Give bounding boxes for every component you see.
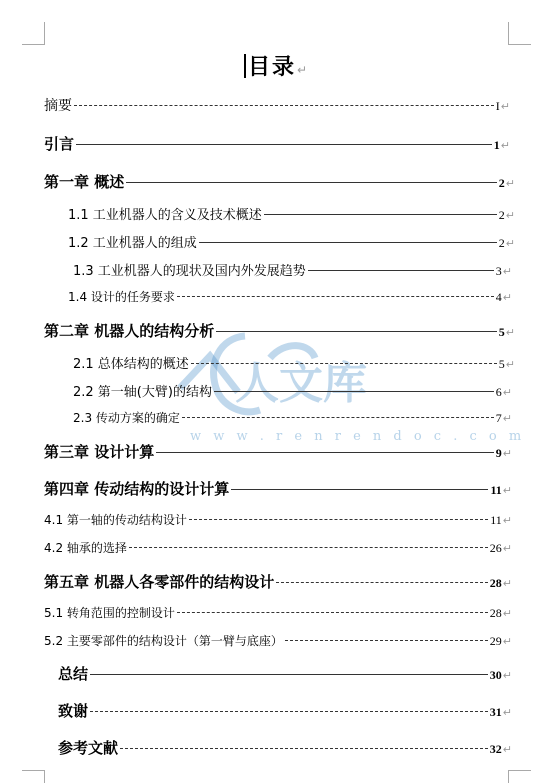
toc-leader-line <box>74 105 494 106</box>
toc-entry-title: 1.3 工业机器人的现状及国内外发展趋势 <box>73 264 306 279</box>
toc-leader-line <box>214 391 494 392</box>
toc-leader-line <box>76 144 492 145</box>
toc-entry-page: 6 <box>495 385 502 399</box>
toc-entry[interactable] <box>44 571 512 592</box>
paragraph-mark-icon: ↵ <box>502 635 512 648</box>
paragraph-mark-icon: ↵ <box>500 139 510 152</box>
paragraph-mark-icon: ↵ <box>502 291 512 304</box>
toc-entry-page: 11 <box>490 483 502 497</box>
toc-entry-title: 第五章 机器人各零部件的结构设计 <box>44 573 275 591</box>
toc-entry[interactable] <box>44 441 512 462</box>
toc-leader-line <box>90 711 488 712</box>
paragraph-mark-icon: ↵ <box>505 358 515 371</box>
crop-mark-bottom-left <box>22 770 45 783</box>
toc-entry[interactable] <box>44 320 515 341</box>
toc-entry[interactable] <box>44 133 510 154</box>
toc-leader-line <box>120 748 488 749</box>
toc-entry[interactable] <box>44 478 512 499</box>
toc-entry-title: 2.1 总体结构的概述 <box>73 357 189 372</box>
toc-entry-page: 28 <box>489 576 502 590</box>
toc-entry[interactable] <box>73 260 512 279</box>
paragraph-mark-icon: ↵ <box>502 386 512 399</box>
toc-entry-title: 参考文献 <box>58 739 119 757</box>
toc-leader-line <box>264 214 497 215</box>
toc-entry-title: 第四章 传动结构的设计计算 <box>44 480 230 498</box>
paragraph-mark-icon: ↵ <box>500 100 510 113</box>
toc-leader-line <box>216 331 497 332</box>
toc-leader-line <box>129 547 488 548</box>
toc-leader-line <box>182 417 494 418</box>
paragraph-mark-icon: ↵ <box>502 607 512 620</box>
toc-entry[interactable] <box>58 737 512 758</box>
toc-leader-line <box>285 640 488 641</box>
toc-entry-page: 2 <box>498 236 505 250</box>
toc-entry-page: 30 <box>489 668 502 682</box>
toc-entry[interactable] <box>68 204 515 223</box>
toc-entry-page: 5 <box>498 325 505 339</box>
toc-entry-title: 致谢 <box>58 702 89 720</box>
toc-entry-page: 11 <box>490 513 502 527</box>
toc-leader-line <box>308 270 494 271</box>
toc-entry[interactable] <box>73 353 515 372</box>
watermark-url-text: w w w . r e n r e n d o c . c o m <box>190 429 526 444</box>
toc-leader-line <box>90 674 488 675</box>
toc-leader-line <box>177 612 488 613</box>
toc-leader-line <box>276 582 488 583</box>
toc-entry-page: I <box>495 99 500 113</box>
toc-entry-page: 1 <box>493 138 500 152</box>
paragraph-mark-icon: ↵ <box>502 484 512 497</box>
toc-leader-line <box>126 182 497 183</box>
paragraph-mark-icon: ↵ <box>502 706 512 719</box>
toc-entry[interactable] <box>44 539 512 556</box>
toc-entry[interactable] <box>73 409 512 426</box>
toc-leader-line <box>199 242 497 243</box>
toc-entry[interactable] <box>73 381 512 400</box>
crop-mark-top-left <box>22 22 45 45</box>
toc-entry-page: 2 <box>498 208 505 222</box>
toc-leader-line <box>231 489 488 490</box>
paragraph-mark-icon: ↵ <box>502 412 512 425</box>
toc-entry[interactable] <box>58 700 512 721</box>
toc-entry-page: 29 <box>489 634 502 648</box>
toc-entry-title: 1.4 设计的任务要求 <box>68 290 175 304</box>
toc-entry-title: 第三章 设计计算 <box>44 443 155 461</box>
toc-entry-page: 26 <box>489 541 502 555</box>
crop-mark-bottom-right <box>508 770 531 783</box>
paragraph-mark-icon: ↵ <box>505 326 515 339</box>
crop-mark-top-right <box>508 22 531 45</box>
text-cursor <box>244 54 246 78</box>
toc-entry-page: 3 <box>495 264 502 278</box>
toc-entry-title: 摘要 <box>44 98 72 114</box>
toc-entry-title: 4.1 第一轴的传动结构设计 <box>44 513 187 527</box>
toc-entry[interactable] <box>68 232 515 251</box>
toc-entry[interactable] <box>44 95 510 115</box>
toc-entry-title: 5.2 主要零部件的结构设计（第一臂与底座） <box>44 634 283 648</box>
page-title <box>0 50 553 81</box>
paragraph-mark-icon: ↵ <box>296 63 310 77</box>
paragraph-mark-icon: ↵ <box>502 542 512 555</box>
paragraph-mark-icon: ↵ <box>505 237 515 250</box>
paragraph-mark-icon: ↵ <box>502 669 512 682</box>
toc-entry-page: 9 <box>495 446 502 460</box>
toc-leader-line <box>191 363 497 364</box>
toc-entry-page: 7 <box>495 411 502 425</box>
toc-leader-line <box>156 452 494 453</box>
toc-entry-title: 2.3 传动方案的确定 <box>73 411 180 425</box>
toc-leader-line <box>177 296 494 297</box>
toc-entry[interactable] <box>58 663 512 684</box>
paragraph-mark-icon: ↵ <box>505 209 515 222</box>
paragraph-mark-icon: ↵ <box>502 265 512 278</box>
toc-entry-title: 1.1 工业机器人的含义及技术概述 <box>68 208 262 223</box>
paragraph-mark-icon: ↵ <box>502 577 512 590</box>
toc-entry-page: 32 <box>489 742 502 756</box>
toc-entry-title: 5.1 转角范围的控制设计 <box>44 606 175 620</box>
paragraph-mark-icon: ↵ <box>502 447 512 460</box>
toc-entry[interactable] <box>44 171 515 192</box>
title-text: 目录 <box>247 55 296 80</box>
toc-entry-title: 总结 <box>58 665 89 683</box>
toc-entry[interactable] <box>44 604 512 621</box>
toc-entry-title: 第一章 概述 <box>44 173 125 191</box>
toc-entry[interactable] <box>44 632 512 649</box>
toc-entry-page: 4 <box>495 290 502 304</box>
toc-leader-line <box>189 519 488 520</box>
toc-entry[interactable] <box>44 511 512 528</box>
toc-entry-page: 2 <box>498 176 505 190</box>
toc-entry-title: 4.2 轴承的选择 <box>44 541 127 555</box>
toc-entry-page: 31 <box>489 705 502 719</box>
paragraph-mark-icon: ↵ <box>505 177 515 190</box>
paragraph-mark-icon: ↵ <box>502 514 512 527</box>
toc-entry[interactable] <box>68 288 512 305</box>
paragraph-mark-icon: ↵ <box>502 743 512 756</box>
watermark-brand-text: 人文库 <box>235 358 367 409</box>
toc-entry-page: 5 <box>498 357 505 371</box>
toc-entry-page: 28 <box>489 606 502 620</box>
toc-entry-title: 第二章 机器人的结构分析 <box>44 322 215 340</box>
toc-entry-title: 1.2 工业机器人的组成 <box>68 236 197 251</box>
toc-entry-title: 引言 <box>44 135 75 153</box>
toc-entry-title: 2.2 第一轴(大臂)的结构 <box>73 385 212 400</box>
